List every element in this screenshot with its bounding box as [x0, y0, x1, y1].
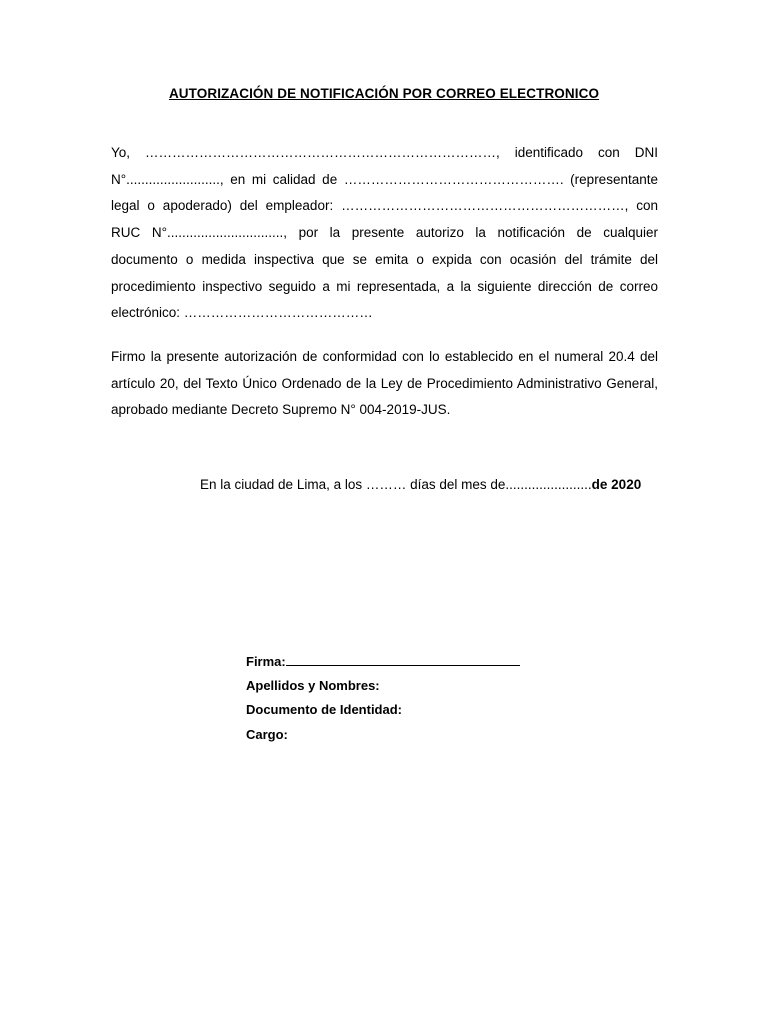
signature-documento: Documento de Identidad: — [246, 702, 402, 717]
signature-nombres: Apellidos y Nombres: — [246, 678, 380, 693]
date-line-year: de 2020 — [591, 477, 642, 492]
authorization-paragraph: Yo, ……………………………………………………………………, identificado con DNI N°........................., en mi calidad de …………………………………………. (representante legal o apoderado) del empleador: ………………………………………………………, con RUC N°..............................., por la presente autorizo la notificación de cualquier documento o medida inspectiva que se emita o expida con ocasión del trámite del procedimiento inspectivo seguido a mi representada, a la siguiente dirección de correo electrónico: …………………………………… — [111, 145, 658, 321]
date-line-text: En la ciudad de Lima, a los ……… días del mes de....................... — [200, 477, 592, 492]
signature-cargo: Cargo: — [246, 727, 288, 742]
signature-firma — [246, 652, 546, 671]
document-title: AUTORIZACIÓN DE NOTIFICACIÓN POR CORREO ELECTRONICO — [168, 86, 600, 101]
signature-line — [286, 652, 520, 666]
date-line — [200, 474, 660, 496]
firma-label: Firma: — [246, 654, 286, 669]
conformity-paragraph: Firmo la presente autorización de conformidad con lo establecido en el numeral 20.4 del artículo 20, del Texto Único Ordenado de la Ley de Procedimiento Administrativo General, aprobado mediante Decreto Supremo N° 004-2019-JUS. — [111, 349, 658, 418]
